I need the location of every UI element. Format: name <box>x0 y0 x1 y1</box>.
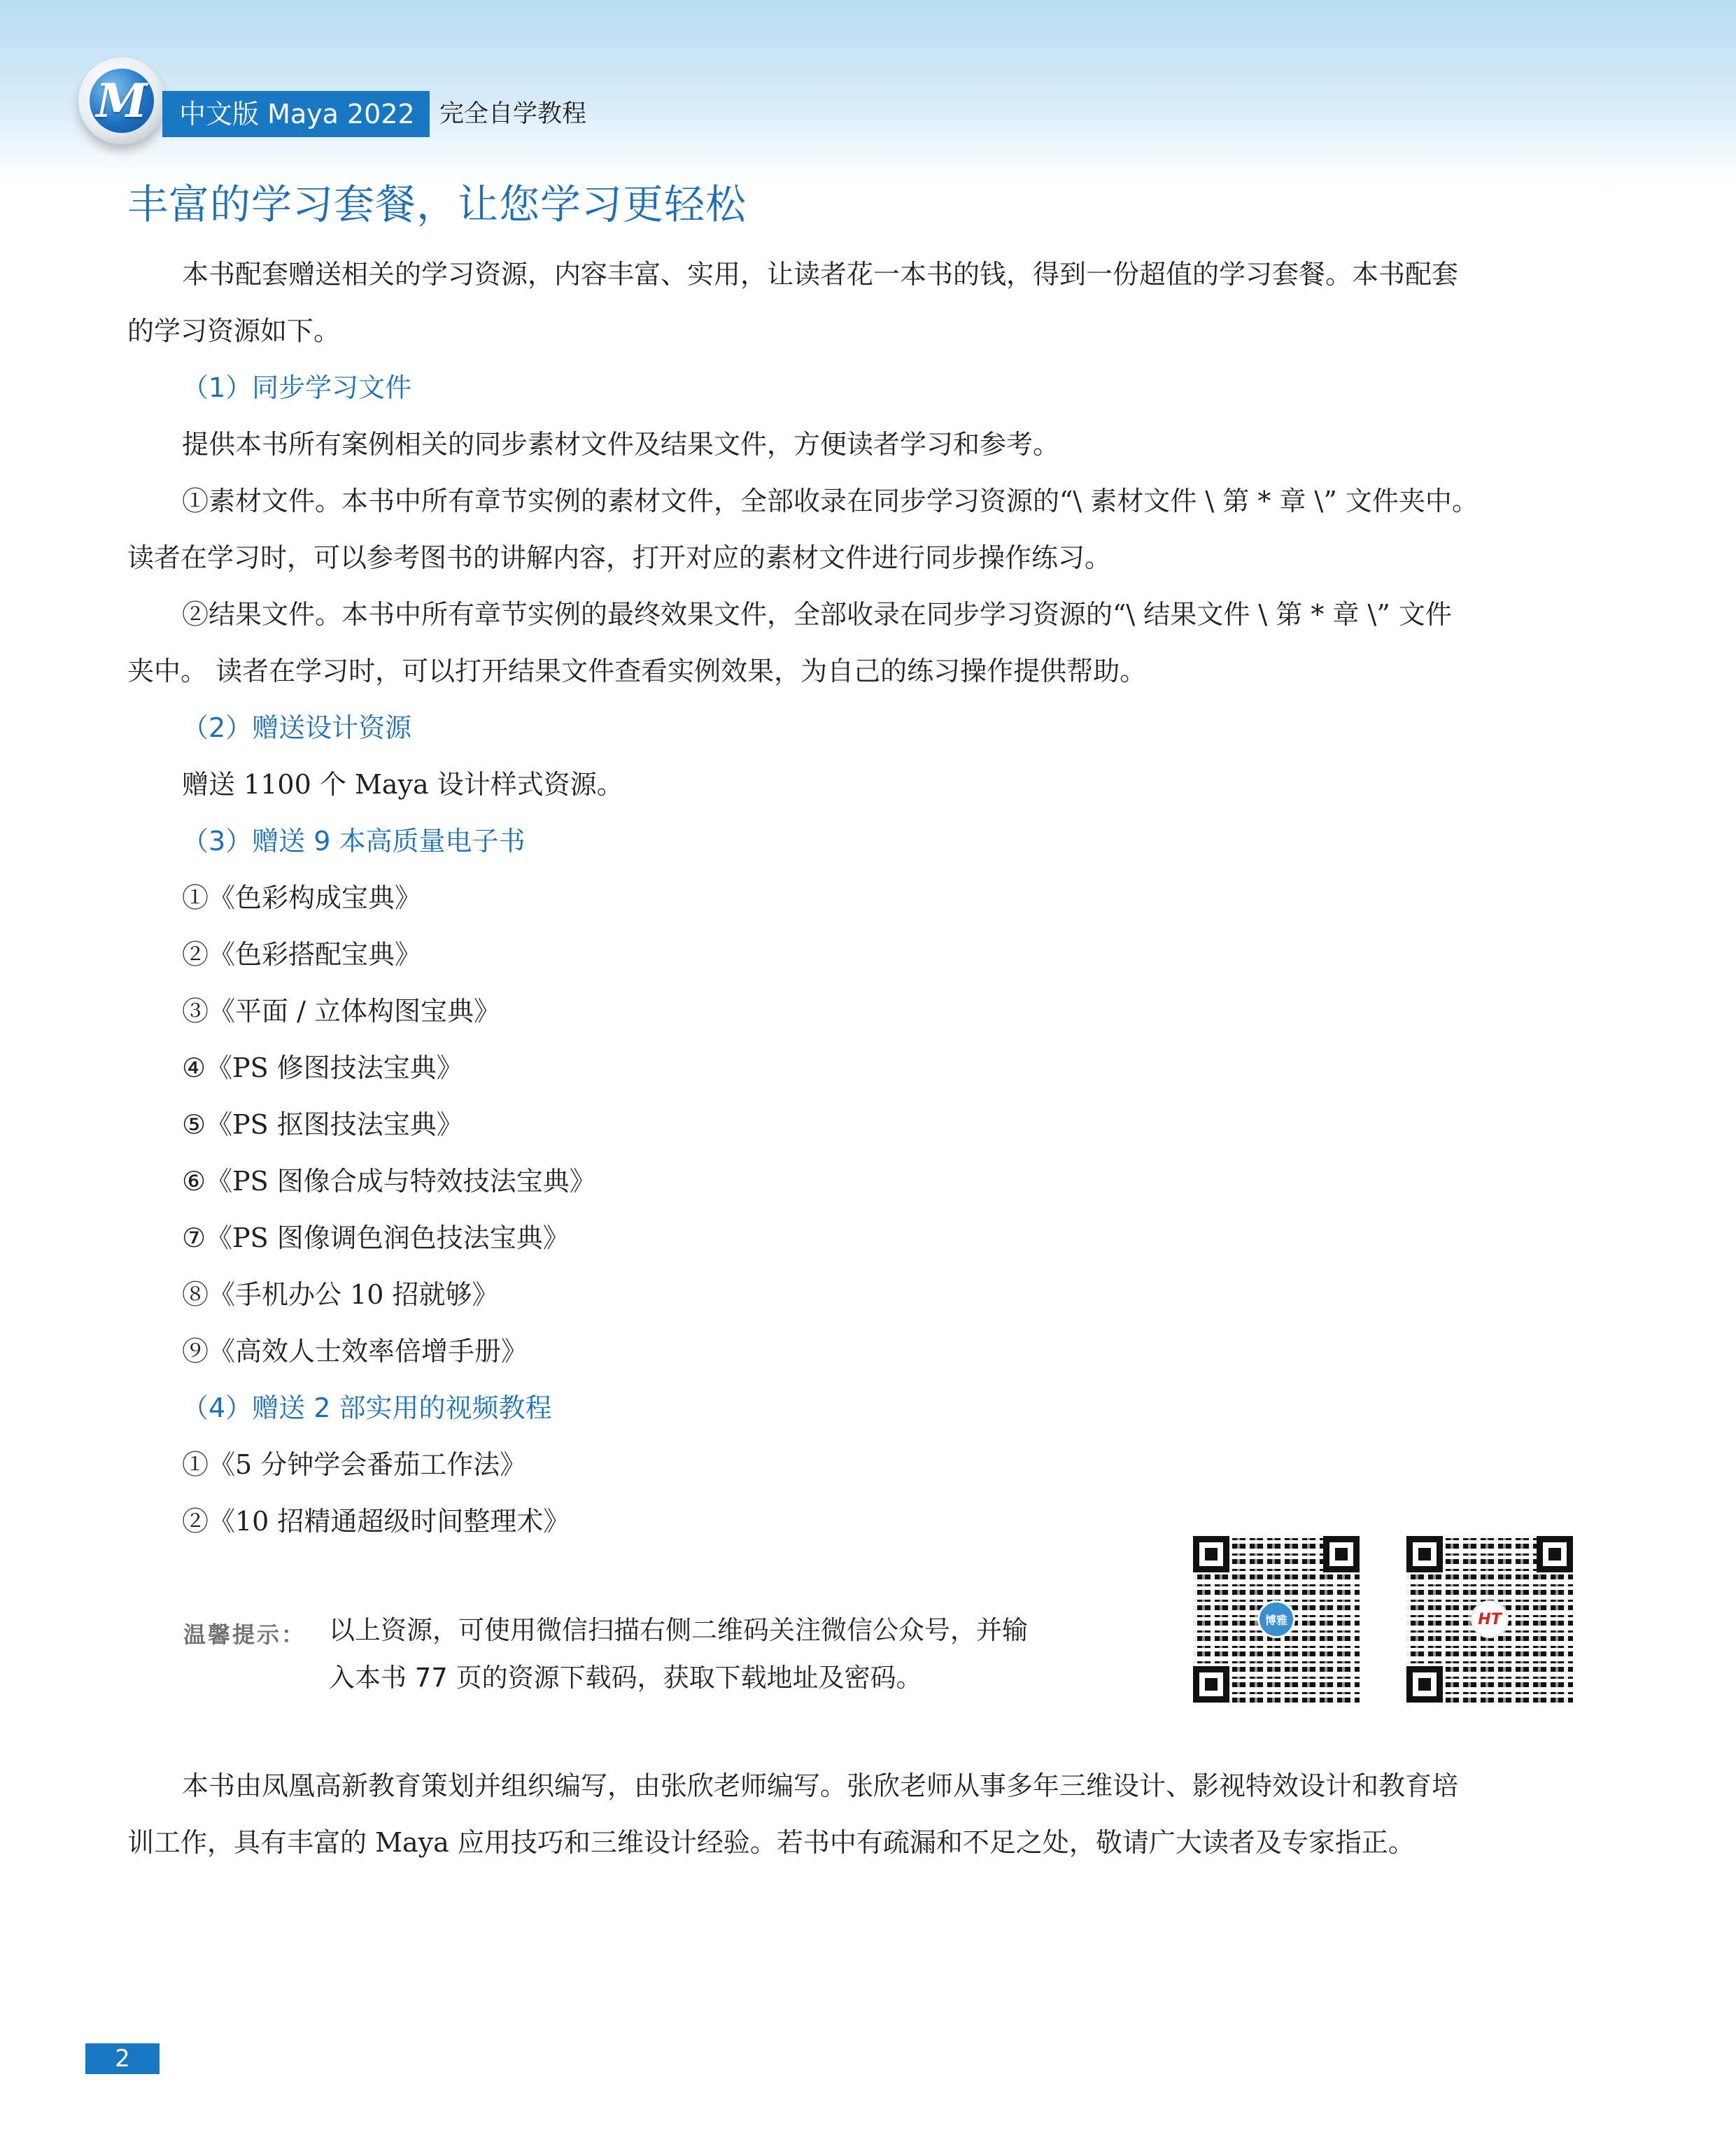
ebook-item: ②《色彩搭配宝典》 <box>182 939 422 970</box>
closing-paragraph <box>127 1758 1590 1871</box>
section-heading-design-resources: （2）赠送设计资源 <box>182 712 412 743</box>
body-line: 提供本书所有案例相关的同步素材文件及结果文件，方便读者学习和参考。 <box>182 429 1060 460</box>
tip-line: 以上资源，可使用微信扫描右侧二维码关注微信公众号，并输 <box>329 1615 1028 1645</box>
tip-line: 入本书 77 页的资源下载码，获取下载地址及密码。 <box>329 1663 922 1693</box>
ebook-item: ③《平面 / 立体构图宝典》 <box>182 996 500 1027</box>
book-logo <box>78 57 165 144</box>
closing-line: 训工作，具有丰富的 Maya 应用技巧和三维设计经验。若书中有疏漏和不足之处，敬请广大读者及专家指正。 <box>127 1827 1415 1858</box>
ebook-item: ⑤《PS 抠图技法宝典》 <box>182 1109 463 1140</box>
tip-label: 温馨提示： <box>183 1621 306 1648</box>
tip-body <box>329 1607 1163 1702</box>
qr-finder-pattern <box>1406 1666 1443 1703</box>
wechat-qr-code-right <box>1406 1536 1573 1703</box>
body-line: ①素材文件。本书中所有章节实例的素材文件，全部收录在同步学习资源的“\ 素材文件 \ 第 * 章 \” 文件夹中。 <box>182 486 1479 516</box>
body-line: 夹中。 读者在学习时，可以打开结果文件查看实例效果，为自己的练习操作提供帮助。 <box>127 656 1147 686</box>
qr-finder-pattern <box>1323 1536 1360 1572</box>
ebook-item: ⑦《PS 图像调色润色技法宝典》 <box>182 1223 570 1253</box>
qr-finder-pattern <box>1537 1536 1573 1572</box>
intro-line: 本书配套赠送相关的学习资源，内容丰富、实用，让读者花一本书的钱，得到一份超值的学习套餐。本书配套 <box>182 259 1459 290</box>
qr-center-logo: HT <box>1471 1600 1509 1638</box>
page-number: 2 <box>85 2043 160 2074</box>
qr-finder-pattern <box>1193 1536 1229 1572</box>
section-heading-ebooks: （3）赠送 9 本高质量电子书 <box>182 826 525 857</box>
book-subtitle: 完全自学教程 <box>439 100 587 128</box>
ebook-item: ⑨《高效人士效率倍增手册》 <box>182 1336 528 1367</box>
logo-letter: M <box>96 73 148 128</box>
body-line: ②结果文件。本书中所有章节实例的最终效果文件，全部收录在同步学习资源的“\ 结果文件 \ 第 * 章 \” 文件 <box>182 599 1452 630</box>
video-item: ①《5 分钟学会番茄工作法》 <box>182 1449 527 1480</box>
closing-line: 本书由凤凰高新教育策划并组织编写，由张欣老师编写。张欣老师从事多年三维设计、影视特效设计和教育培 <box>182 1770 1459 1801</box>
book-title-bar: 中文版 Maya 2022 <box>162 91 430 137</box>
video-item: ②《10 招精通超级时间整理术》 <box>182 1506 570 1537</box>
ebook-item: ⑧《手机办公 10 招就够》 <box>182 1279 499 1310</box>
section-heading-video-tutorials: （4）赠送 2 部实用的视频教程 <box>182 1393 552 1423</box>
tip-box <box>183 1607 1163 1702</box>
wechat-qr-code-left <box>1193 1536 1360 1703</box>
body-line: 赠送 1100 个 Maya 设计样式资源。 <box>182 769 623 800</box>
page-title: 丰富的学习套餐，让您学习更轻松 <box>127 181 747 228</box>
ebook-item: ④《PS 修图技法宝典》 <box>182 1052 463 1083</box>
body-line: 读者在学习时，可以参考图书的讲解内容，打开对应的素材文件进行同步操作练习。 <box>127 542 1112 573</box>
ebook-item: ⑥《PS 图像合成与特效技法宝典》 <box>182 1166 596 1197</box>
logo-emblem <box>90 69 154 133</box>
ebook-item: ①《色彩构成宝典》 <box>182 882 422 913</box>
section-heading-sync-files: （1）同步学习文件 <box>182 372 412 403</box>
intro-line: 的学习资源如下。 <box>127 316 341 346</box>
qr-center-logo: 博雅 <box>1257 1600 1295 1638</box>
qr-finder-pattern <box>1406 1536 1443 1572</box>
qr-finder-pattern <box>1193 1666 1229 1703</box>
main-content <box>127 246 1590 1550</box>
